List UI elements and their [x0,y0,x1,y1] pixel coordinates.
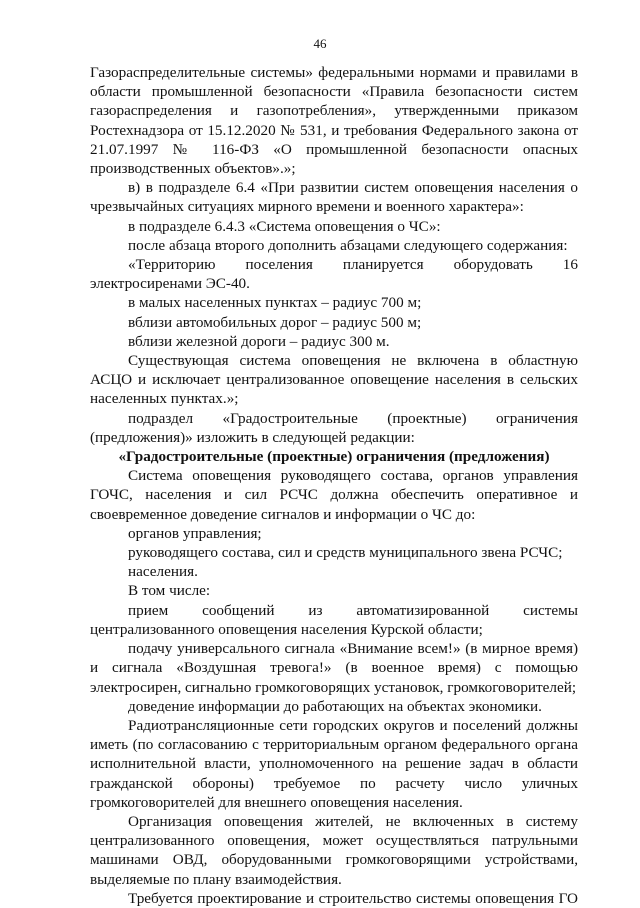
paragraph: Газораспределительные системы» федеральными нормами и правилами в области промышленной безопасности «Правила безопасности систем газораспределения и газопотребления», утвержденными приказом Ростехнадзора от 15.12.2020 № 531, и требования Федерального закона от 21.07.1997 № 116-ФЗ «О промышленной безопасности опасных производственных объектов».»; [90,64,578,178]
paragraph: вблизи автомобильных дорог – радиус 500 м; [128,313,422,331]
paragraph: вблизи железной дороги – радиус 300 м. [128,332,390,350]
list-item: прием сообщений из автоматизированной системы централизованного оповещения населения Курской области; [90,601,578,638]
paragraph: в малых населенных пунктах – радиус 700 м; [128,294,422,312]
paragraph: Радиотрансляционные сети городских округов и поселений должны иметь (по согласованию с территориальным органом федерального органа исполнительной власти, уполномоченного на решение задач в области гражданской обороны) требуемое по расчету число уличных громкоговорителей для внешнего оповещения населения. [90,716,578,811]
list-item: органов управления; [128,524,262,542]
paragraph: В том числе: [128,582,211,600]
paragraph: Существующая система оповещения не включена в областную АСЦО и исключает централизованное оповещение населения в сельских населенных пунктах.»; [90,352,578,408]
paragraph: «Территорию поселения планируется оборудовать 16 электросиренами ЭС-40. [90,256,578,293]
paragraph: в подразделе 6.4.3 «Система оповещения о ЧС»: [128,217,441,235]
paragraph: в) в подразделе 6.4 «При развитии систем оповещения населения о чрезвычайных ситуациях мирного времени и военного характера»: [90,179,578,216]
paragraph: Система оповещения руководящего состава, органов управления ГОЧС, населения и сил РСЧС должна обеспечить оперативное и своевременное доведение сигналов и информации о ЧС до: [90,467,578,523]
section-heading: «Градостроительные (проектные) ограничения (предложения) [118,448,550,466]
paragraph: после абзаца второго дополнить абзацами следующего содержания: [128,236,568,254]
page-number: 46 [313,36,327,51]
list-item: населения. [128,563,198,581]
paragraph: подраздел «Градостроительные (проектные) ограничения (предложения)» изложить в следующей редакции: [90,409,578,446]
list-item: доведение информации до работающих на объектах экономики. [128,697,542,715]
document-body [90,63,578,908]
list-item: руководящего состава, сил и средств муниципального звена РСЧС; [128,544,563,562]
paragraph: Организация оповещения жителей, не включенных в систему централизованного оповещения, может осуществляться патрульными машинами ОВД, оборудованными громкоговорящими устройствами, выделяемые по плану взаимодействия. [90,812,578,888]
list-item: подачу универсального сигнала «Внимание всем!» (в мирное время) и сигнала «Воздушная тревога!» (в военное время) с помощью электросирен, сигнально громкоговорящих установок, громкоговорителей; [90,640,578,696]
paragraph: Требуется проектирование и строительство системы оповещения ГО [128,889,578,907]
